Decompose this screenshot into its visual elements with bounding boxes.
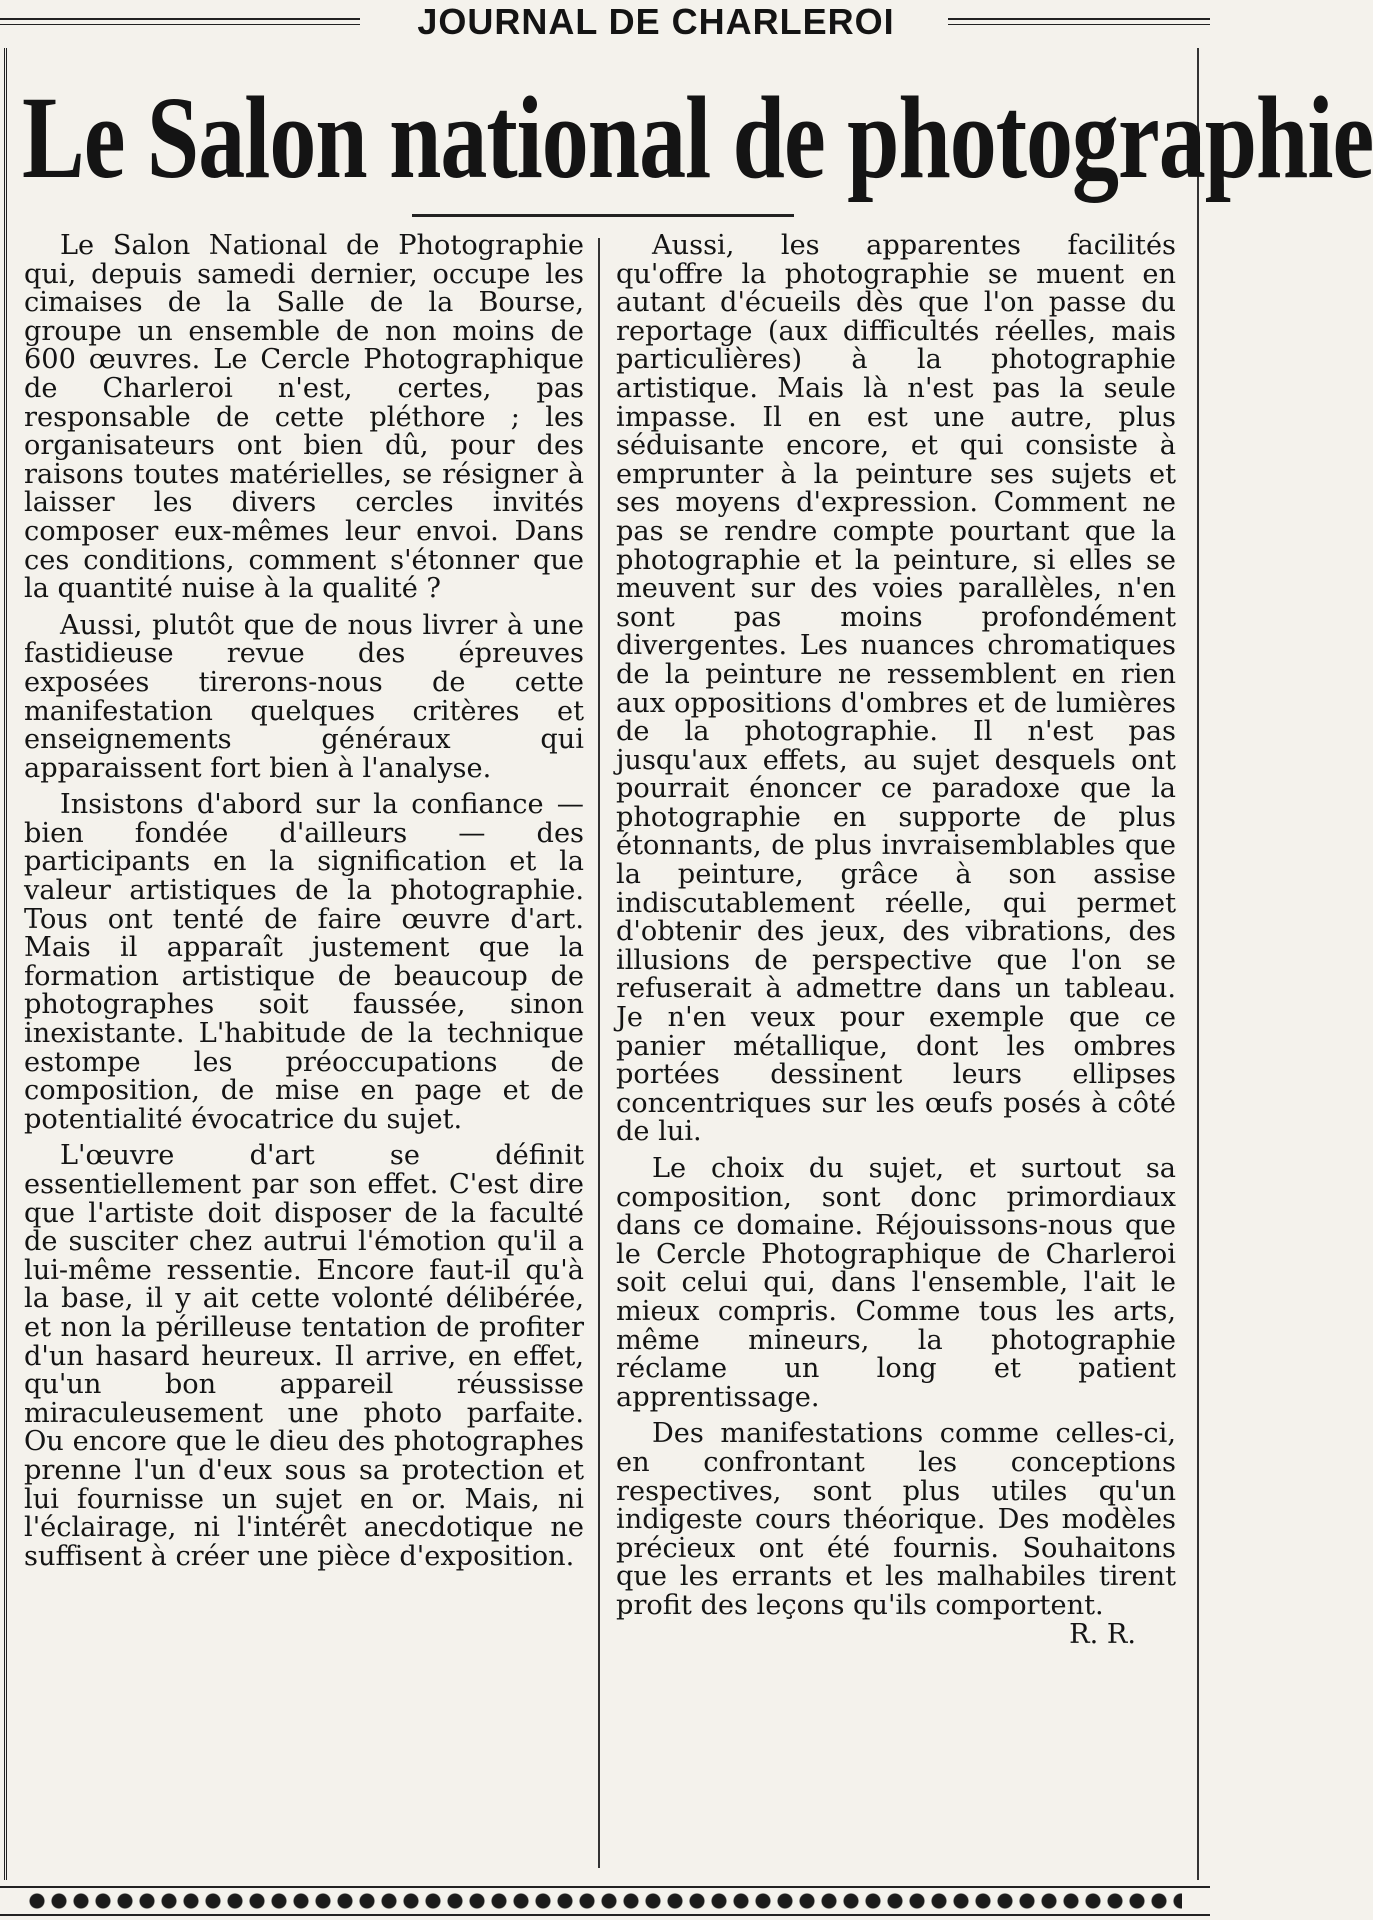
- paragraph: Aussi, plutôt que de nous livrer à une fastidieuse revue des épreuves exposées tirerons-nous de cette manifestation quelques critères et enseignements généraux qui apparaissent fort bien à l'analyse.: [24, 609, 584, 784]
- paragraph: Le choix du sujet, et surtout sa composition, sont donc primordiaux dans ce domaine. Réjouissons-nous que le Cercle Photographique de Charleroi soit celui qui, dans l'ensemble, l'ait le mieux compris. Comme tous les arts, même mineurs, la photographie réclame un long et patient apprentissage.: [616, 1153, 1176, 1413]
- article-headline: Le Salon national de photographie: [22, 73, 1373, 203]
- ornamental-footer-rule: [0, 1886, 1210, 1916]
- paragraph: Insistons d'abord sur la confiance — bien fondée d'ailleurs — des participants en la signification et la valeur artistiques de la photographie. Tous ont tenté de faire œuvre d'art. Mais il apparaît justement que la formation artistique de beaucoup de photographes soit faussée, sinon inexistante. L'habitude de la technique estompe les préoccupations de composition, de mise en page et de potentialité évocatrice du sujet.: [24, 789, 584, 1135]
- paragraph: Aussi, les apparentes facilités qu'offre la photographie se muent en autant d'écueils dès que l'on passe du reportage (aux difficultés réelles, mais particulières) à la photographie artistique. Mais là n'est pas la seule impasse. Il en est une autre, plus séduisante encore, et qui consiste à emprunter à la peinture ses sujets et ses moyens d'expression. Comment ne pas se rendre compte pourtant que la photographie et la peinture, si elles se meuvent sur des voies parallèles, n'en sont pas moins profondément divergentes. Les nuances chromatiques de la peinture ne ressemblent en rien aux oppositions d'ombres et de lumières de la photographie. Il n'est pas jusqu'aux effets, au sujet desquels ont pourrait énoncer ce paradoxe que la photographie en supporte de plus étonnants, de plus invraisemblables que la peinture, grâce à son assise indiscutablement réelle, qui permet d'obtenir des jeux, des vibrations, des illusions de perspective que l'on se refuserait à admettre dans un tableau. Je n'en veux pour exemple que ce panier métallique, dont les ombres portées dessinent leurs ellipses concentriques sur les œufs posés à côté de lui.: [616, 230, 1176, 1148]
- article-column-right: [616, 232, 1176, 1649]
- paragraph: Le Salon National de Photographie qui, depuis samedi dernier, occupe les cimaises de la Salle de la Bourse, groupe un ensemble de non moins de 600 œuvres. Le Cercle Photographique de Charleroi n'est, certes, pas responsable de cette pléthore ; les organisateurs ont bien dû, pour des raisons toutes matérielles, se résigner à laisser les divers cercles invités composer eux-mêmes leur envoi. Dans ces conditions, comment s'étonner que la quantité nuise à la qualité ?: [24, 230, 584, 605]
- headline-rule: [412, 214, 794, 217]
- newspaper-name: JOURNAL DE CHARLEROI: [417, 1, 895, 42]
- masthead: [0, 0, 1210, 46]
- paragraph: L'œuvre d'art se définit essentiellement par son effet. C'est dire que l'artiste doit disposer de la faculté de susciter chez autrui l'émotion qu'il a lui-même ressentie. Encore faut-il qu'à la base, il y ait cette volonté délibérée, et non la périlleuse tentation de profiter d'un hasard heureux. Il arrive, en effet, qu'un bon appareil réussisse miraculeusement une photo parfaite. Ou encore que le dieu des photographes prenne l'un d'eux sous sa protection et lui fournisse un sujet en or. Mais, ni l'éclairage, ni l'intérêt anecdotique ne suffisent à créer une pièce d'exposition.: [24, 1140, 584, 1572]
- paragraph: Des manifestations comme celles-ci, en confrontant les conceptions respectives, sont plus utiles qu'un indigeste cours théorique. Des modèles précieux ont été fournis. Souhaitons que les errants et les malhabiles tirent profit des leçons qu'ils comportent.: [616, 1418, 1176, 1621]
- bead-ornament: [28, 1892, 1182, 1910]
- masthead-rule-right: [948, 18, 1210, 25]
- column-divider: [598, 238, 600, 1868]
- masthead-rule-left: [0, 18, 360, 25]
- article-column-left: [24, 232, 584, 1579]
- author-signature: R. R.: [1069, 1618, 1136, 1650]
